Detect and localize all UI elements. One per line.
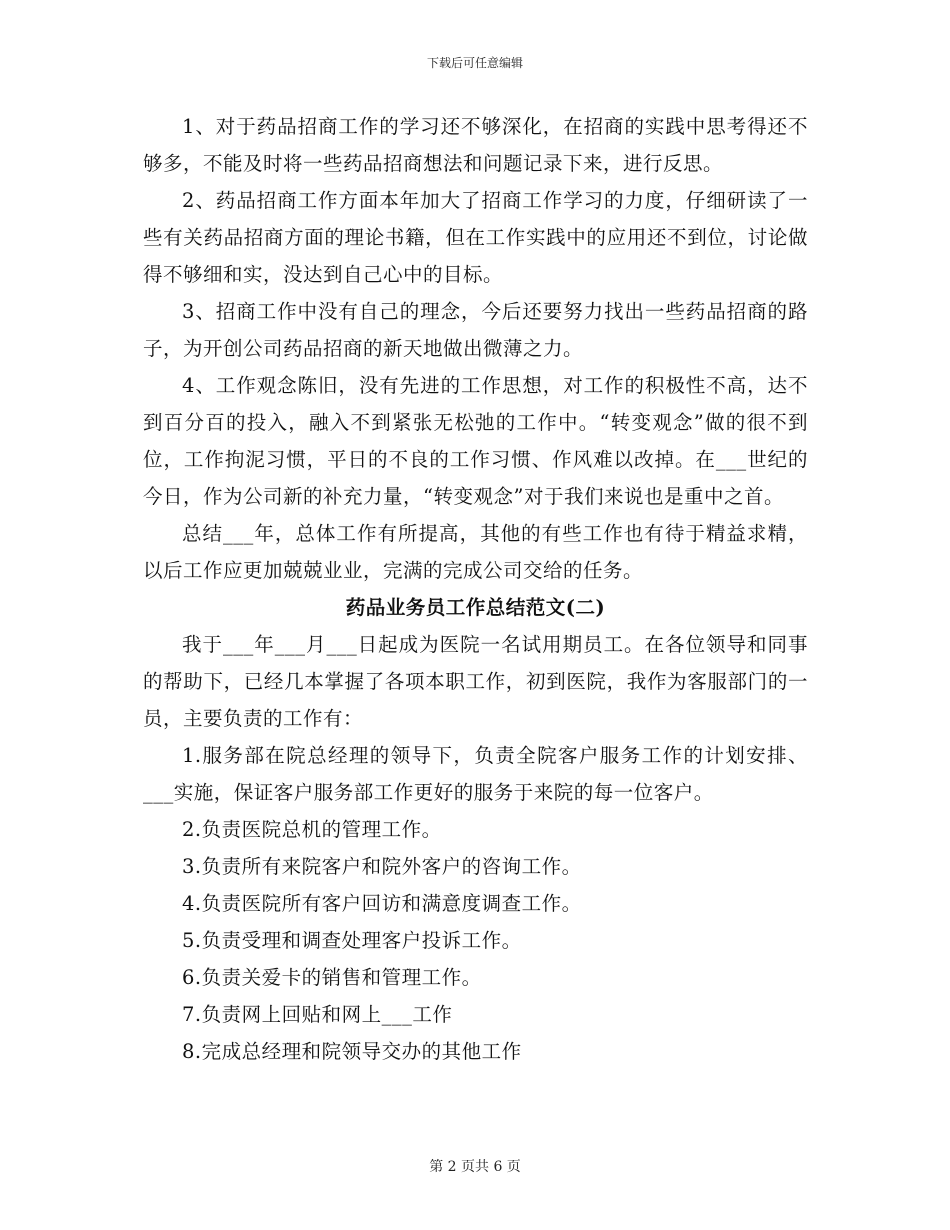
paragraph-6: 我于___年___月___日起成为医院一名试用期员工。在各位领导和同事的帮助下，已经几本掌握了各项本职工作，初到医院，我作为客服部门的一员，主要负责的工作有： (143, 633, 808, 730)
list-item-5: 5.负责受理和调查处理客户投诉工作。 (182, 929, 522, 952)
list-item-1: 1.服务部在院总经理的领导下，负责全院客户服务工作的计划安排、___实施，保证客户服务部工作更好的服务于来院的每一位客户。 (143, 744, 808, 804)
document-body (143, 108, 808, 1070)
section-title: 药品业务员工作总结范文(二) (345, 596, 606, 619)
paragraph-4: 4、工作观念陈旧，没有先进的工作思想，对工作的积极性不高，达不到百分百的投入，融入不到紧张无松弛的工作中。“转变观念”做的很不到位，工作拘泥习惯，平日的不良的工作习惯、作风难以改掉。在___世纪的今日，作为公司新的补充力量，“转变观念”对于我们来说也是重中之首。 (143, 374, 808, 508)
list-item-8: 8.完成总经理和院领导交办的其他工作 (182, 1040, 522, 1063)
list-item-4: 4.负责医院所有客户回访和满意度调查工作。 (182, 892, 582, 915)
list-item-3: 3.负责所有来院客户和院外客户的咨询工作。 (182, 855, 582, 878)
paragraph-5: 总结___年，总体工作有所提高，其他的有些工作也有待于精益求精，以后工作应更加兢兢业业，完满的完成公司交给的任务。 (143, 522, 808, 582)
list-item-2: 2.负责医院总机的管理工作。 (182, 818, 442, 841)
paragraph-2: 2、药品招商工作方面本年加大了招商工作学习的力度，仔细研读了一些有关药品招商方面的理论书籍，但在工作实践中的应用还不到位，讨论做得不够细和实，没达到自己心中的目标。 (143, 189, 808, 286)
list-item-6: 6.负责关爱卡的销售和管理工作。 (182, 966, 482, 989)
paragraph-3: 3、招商工作中没有自己的理念，今后还要努力找出一些药品招商的路子，为开创公司药品招商的新天地做出微薄之力。 (143, 300, 808, 360)
list-item-7: 7.负责网上回贴和网上___工作 (182, 1003, 453, 1026)
page-header: 下载后可任意编辑 (426, 56, 523, 70)
paragraph-1: 1、对于药品招商工作的学习还不够深化，在招商的实践中思考得还不够多，不能及时将一些药品招商想法和问题记录下来，进行反思。 (143, 115, 808, 175)
page-footer: 第 2 页共 6 页 (429, 1159, 521, 1175)
